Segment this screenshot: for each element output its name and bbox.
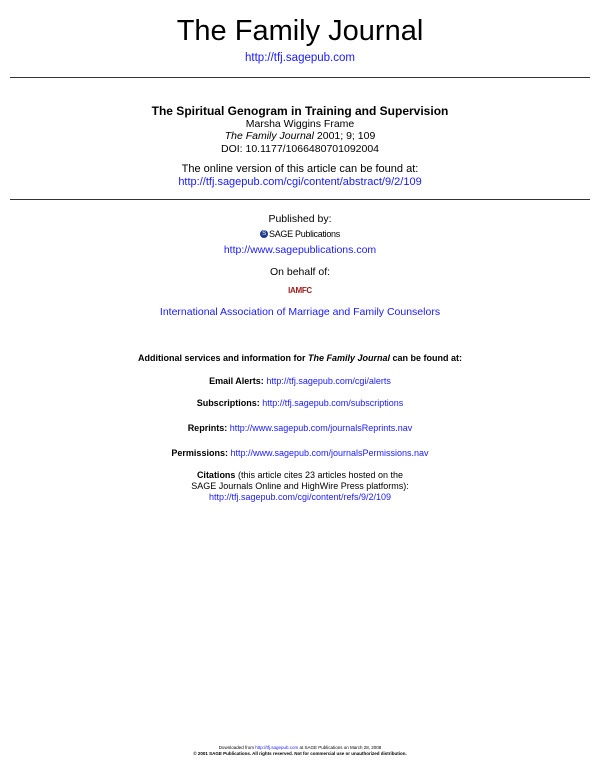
footer-downloaded-prefix: Downloaded from	[218, 745, 256, 750]
iamfc-org-link[interactable]: International Association of Marriage and Family Counselors	[159, 306, 441, 318]
email-alerts-link[interactable]: http://tfj.sagepub.com/cgi/alerts	[266, 376, 391, 386]
permissions-row	[0, 448, 600, 458]
citations-label: Citations	[196, 470, 236, 480]
journal-title: The Family Journal	[176, 15, 424, 47]
on-behalf-block	[0, 266, 600, 297]
online-version	[0, 163, 600, 189]
sage-logo-icon: S	[260, 230, 268, 238]
on-behalf-label: On behalf of:	[269, 266, 331, 278]
subscriptions-label: Subscriptions:	[196, 398, 260, 408]
journal-url-line	[0, 52, 600, 64]
footer-downloaded-link[interactable]: http://tfj.sagepub.com	[255, 745, 299, 750]
article-author: Marsha Wiggins Frame	[245, 117, 355, 130]
article-info	[0, 105, 600, 155]
email-alerts-row	[0, 376, 600, 386]
email-alerts-label: Email Alerts:	[209, 376, 264, 386]
citation-journal: The Family Journal	[224, 130, 314, 142]
published-by-label: Published by:	[268, 213, 332, 225]
reprints-row	[0, 423, 600, 433]
reprints-link[interactable]: http://www.sagepub.com/journalsReprints.nav	[229, 423, 413, 433]
citation-volume: 2001; 9; 109	[313, 130, 376, 142]
iamfc-logo: IAMFC	[288, 286, 312, 295]
footer-downloaded-suffix: at SAGE Publications on March 28, 2008	[298, 745, 382, 750]
article-doi: DOI: 10.1177/1066480701092004	[220, 142, 380, 155]
services-heading-suffix: can be found at:	[390, 353, 463, 363]
journal-url-link[interactable]: http://tfj.sagepub.com	[245, 52, 355, 64]
services-heading	[0, 353, 600, 363]
sage-logo	[260, 228, 340, 241]
permissions-label: Permissions:	[171, 448, 228, 458]
citations-text-1: (this article cites 23 articles hosted on the	[235, 470, 404, 480]
subscriptions-link[interactable]: http://tfj.sagepub.com/subscriptions	[262, 398, 404, 408]
publisher-block	[0, 213, 600, 257]
article-citation	[0, 130, 600, 143]
services-heading-prefix: Additional services and information for	[137, 353, 308, 363]
permissions-link[interactable]: http://www.sagepub.com/journalsPermissions.nav	[230, 448, 429, 458]
publisher-url-link[interactable]: http://www.sagepublications.com	[223, 243, 377, 256]
article-title: The Spiritual Genogram in Training and Supervision	[151, 104, 449, 118]
citations-link[interactable]: http://tfj.sagepub.com/cgi/content/refs/9/2/109	[208, 492, 392, 502]
citations-text-2: SAGE Journals Online and HighWire Press platforms):	[191, 481, 409, 491]
services-heading-journal: The Family Journal	[308, 353, 391, 363]
sage-logo-text: SAGE Publications	[269, 228, 340, 239]
page-footer	[0, 745, 600, 757]
online-version-text: The online version of this article can be found at:	[181, 163, 419, 175]
citations-row	[0, 470, 600, 503]
iamfc-line	[0, 306, 600, 318]
middle-divider	[10, 199, 590, 200]
top-divider	[10, 77, 590, 78]
reprints-label: Reprints:	[187, 423, 228, 433]
online-version-link[interactable]: http://tfj.sagepub.com/cgi/content/abstract/9/2/109	[178, 176, 422, 188]
footer-copyright: © 2001 SAGE Publications. All rights reserved. Not for commercial use or unauthorized distribution.	[193, 751, 407, 756]
subscriptions-row	[0, 398, 600, 408]
